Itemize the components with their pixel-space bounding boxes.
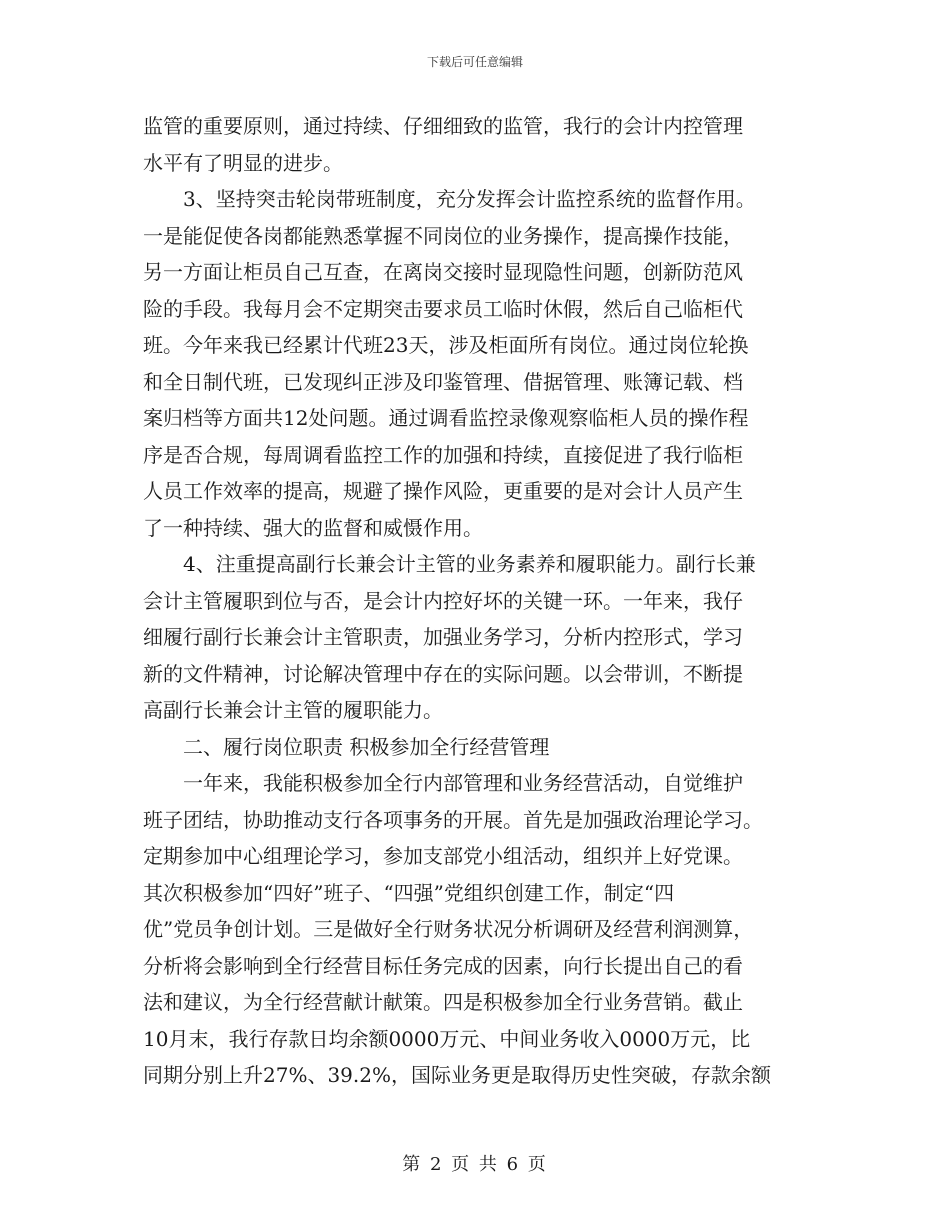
- text-line: 4、注重提高副行长兼会计主管的业务素养和履职能力。副行长兼: [183, 552, 756, 576]
- text-line: 另一方面让柜员自己互查，在离岗交接时显现隐性问题，创新防范风: [143, 260, 743, 284]
- text-line: 了一种持续、强大的监督和威慑作用。: [143, 515, 483, 540]
- document-body: [143, 108, 803, 1094]
- text-line: 高副行长兼会计主管的履职能力。: [143, 698, 443, 722]
- text-line: 水平有了明显的进步。: [143, 150, 343, 175]
- text-line: 会计主管履职到位与否，是会计内控好坏的关键一环。一年来，我仔: [143, 588, 743, 613]
- text-line: 3、坚持突击轮岗带班制度，充分发挥会计监控系统的监督作用。: [183, 187, 756, 211]
- paragraph-1: [143, 108, 803, 181]
- page-number-footer: 第 2 页 共 6 页: [402, 1154, 548, 1175]
- page-header: 下载后可任意编辑: [426, 55, 523, 69]
- text-line: 案归档等方面共12处问题。通过调看监控录像观察临柜人员的操作程: [143, 406, 749, 430]
- text-line: 优”党员争创计划。三是做好全行财务状况分析调研及经营利润测算，: [143, 917, 754, 941]
- text-line: 一是能促使各岗都能熟悉掌握不同岗位的业务操作，提高操作技能，: [143, 223, 743, 248]
- text-line: 班。今年来我已经累计代班23天，涉及柜面所有岗位。通过岗位轮换: [143, 333, 749, 357]
- paragraph-4: [143, 765, 803, 1094]
- text-line: 细履行副行长兼会计主管职责，加强业务学习，分析内控形式，学习: [143, 625, 743, 649]
- text-line: 分析将会影响到全行经营目标任务完成的因素，向行长提出自己的看: [143, 953, 743, 978]
- text-line: 10月末，我行存款日均余额0000万元、中间业务收入0000万元，比: [143, 1026, 751, 1051]
- paragraph-3: [143, 546, 803, 729]
- text-line: 二、履行岗位职责 积极参加全行经营管理: [183, 734, 550, 759]
- text-line: 和全日制代班，已发现纠正涉及印鉴管理、借据管理、账簿记载、档: [143, 369, 743, 394]
- text-line: 险的手段。我每月会不定期突击要求员工临时休假，然后自己临柜代: [143, 296, 743, 321]
- text-line: 序是否合规，每周调看监控工作的加强和持续，直接促进了我行临柜: [143, 442, 743, 467]
- text-line: 同期分别上升27%、39.2%，国际业务更是取得历史性突破，存款余额: [143, 1063, 771, 1087]
- paragraph-2: [143, 181, 803, 546]
- text-line: 定期参加中心组理论学习，参加支部党小组活动，组织并上好党课。: [143, 844, 743, 868]
- text-line: 一年来，我能积极参加全行内部管理和业务经营活动，自觉维护: [183, 771, 743, 795]
- text-line: 人员工作效率的提高，规避了操作风险，更重要的是对会计人员产生: [143, 479, 743, 503]
- text-line: 监管的重要原则，通过持续、仔细细致的监管，我行的会计内控管理: [143, 114, 743, 138]
- text-line: 新的文件精神，讨论解决管理中存在的实际问题。以会带训，不断提: [143, 661, 743, 686]
- section-heading: [143, 729, 803, 766]
- text-line: 法和建议，为全行经营献计献策。四是积极参加全行业务营销。截止: [143, 990, 743, 1014]
- text-line: 班子团结，协助推动支行各项事务的开展。首先是加强政治理论学习。: [143, 807, 763, 832]
- text-line: 其次积极参加“四好”班子、“四强”党组织创建工作，制定“四: [143, 880, 675, 905]
